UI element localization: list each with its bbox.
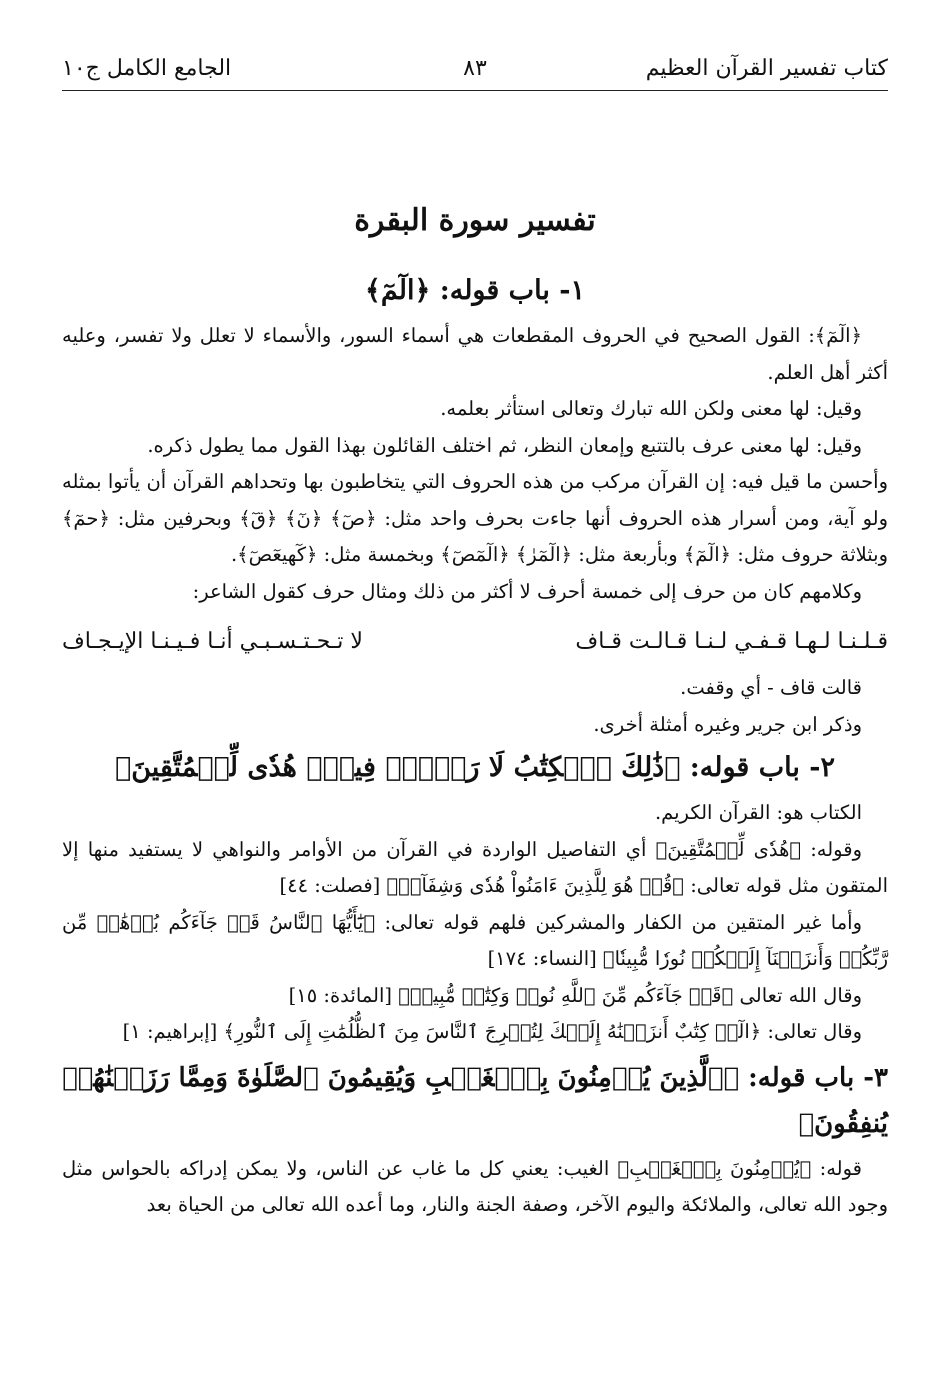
paragraph: الكتاب هو: القرآن الكريم. xyxy=(654,801,862,824)
chapter-heading-1: ١- باب قوله: ﴿الٓمٓ﴾ xyxy=(365,275,585,306)
paragraph: وأحسن ما قيل فيه: إن القرآن مركب من هذه الحروف التي يتخاطبون بها وتحداهم القرآن أن يأتوا بمثله ولو آية، ومن أسرار هذه الحروف أنها جاءت بحرف واحد مثل: ﴿صٓ﴾ ﴿نٓ﴾ ﴿قٓ﴾ وبحرفين مثل: ﴿حمٓ﴾ وبثلاثة حروف مثل: ﴿الٓمٓ﴾ وبأربعة مثل: ﴿الٓمٓرٰ﴾ ﴿الٓمٓصٓ﴾ وبخمسة مثل: ﴿كٓهيعٓصٓ﴾. xyxy=(62,470,888,566)
chapter-heading-3: ٣- باب قوله: ﴿ٱلَّذِينَ يُؤۡمِنُونَ بِٱلۡغَيۡبِ وَيُقِيمُونَ ٱلصَّلَوٰةَ وَمِمَّا رَزَقۡنَٰهُمۡ يُنفِقُونَ﴾ xyxy=(62,1062,888,1139)
paragraph: وقيل: لها معنى ولكن الله تبارك وتعالى استأثر بعلمه. xyxy=(440,397,862,420)
page-number: ٨٣ xyxy=(463,56,487,81)
verse-hemistich-1: قـلـنـا لـهـا قـفـي لـنـا قـالـت قـاف xyxy=(575,629,888,654)
paragraph: ﴿الٓمٓ﴾: القول الصحيح في الحروف المقطعات هي أسماء السور، والأسماء لا تعلل ولا تفسر، وعليه أكثر أهل العلم. xyxy=(62,324,888,384)
paragraph: وقال تعالى: ﴿الٓرۚ كِتَٰبٌ أَنزَلۡنَٰهُ إِلَيۡكَ لِتُخۡرِجَ ٱلنَّاسَ مِنَ ٱلظُّلُمَٰتِ إِلَى ٱلنُّورِ﴾ [إبراهيم: ١] xyxy=(122,1020,862,1043)
poetry-verse xyxy=(62,618,888,666)
paragraph: وقيل: لها معنى عرف بالتتبع وإمعان النظر، ثم اختلف القائلون بهذا القول مما يطول ذكره. xyxy=(147,433,862,457)
paragraph: قوله: ﴿يُؤۡمِنُونَ بِٱلۡغَيۡبِ﴾ الغيب: يعني كل ما غاب عن الناس، ولا يمكن إدراكه بالحواس مثل وجود الله تعالى، والملائكة واليوم الآخر، وصفة الجنة والنار، وما أعده الله تعالى من الحياة بعد xyxy=(62,1156,888,1216)
paragraph: وأما غير المتقين من الكفار والمشركين فلهم قوله تعالى: ﴿يَٰٓأَيُّهَا ٱلنَّاسُ قَدۡ جَآءَكُم بُرۡهَٰنٞ مِّن رَّبِّكُمۡ وَأَنزَلۡنَآ إِلَيۡكُمۡ نُورٗا مُّبِينٗا﴾ [النساء: ١٧٤] xyxy=(62,910,888,970)
chapter-heading-2: ٢- باب قوله: ﴿ذَٰلِكَ ٱلۡكِتَٰبُ لَا رَيۡبَۛ فِيهِۛ هُدٗى لِّلۡمُتَّقِينَ﴾ xyxy=(115,752,835,783)
page-body xyxy=(62,196,888,1224)
paragraph: وذكر ابن جرير وغيره أمثلة أخرى. xyxy=(593,712,862,736)
surah-title: تفسير سورة البقرة xyxy=(354,203,596,238)
paragraph: وقوله: ﴿هُدٗى لِّلۡمُتَّقِينَ﴾ أي التفاصيل الواردة في القرآن من الأوامر والنواهي لا يستفيد منها إلا المتقون مثل قوله تعالى: ﴿قُلۡ هُوَ لِلَّذِينَ ءَامَنُواْ هُدٗى وَشِفَآءٞ﴾ [فصلت: ٤٤] xyxy=(62,837,888,897)
paragraph: قالت قاف - أي وقفت. xyxy=(680,676,862,699)
volume-label: الجامع الكامل ج١٠ xyxy=(62,56,232,81)
book-title: كتاب تفسير القرآن العظيم xyxy=(645,56,888,81)
running-header xyxy=(62,56,888,91)
paragraph: وكلامهم كان من حرف إلى خمسة أحرف لا أكثر من ذلك ومثال حرف كقول الشاعر: xyxy=(192,579,862,603)
paragraph: وقال الله تعالى ﴿قَدۡ جَآءَكُم مِّنَ ٱللَّهِ نُورٞ وَكِتَٰبٞ مُّبِينٞ﴾ [المائدة: ١٥] xyxy=(288,983,862,1007)
verse-hemistich-2: لا تـحـتـسـبـي أنـا فـيـنـا الإيـجـاف xyxy=(62,629,363,654)
